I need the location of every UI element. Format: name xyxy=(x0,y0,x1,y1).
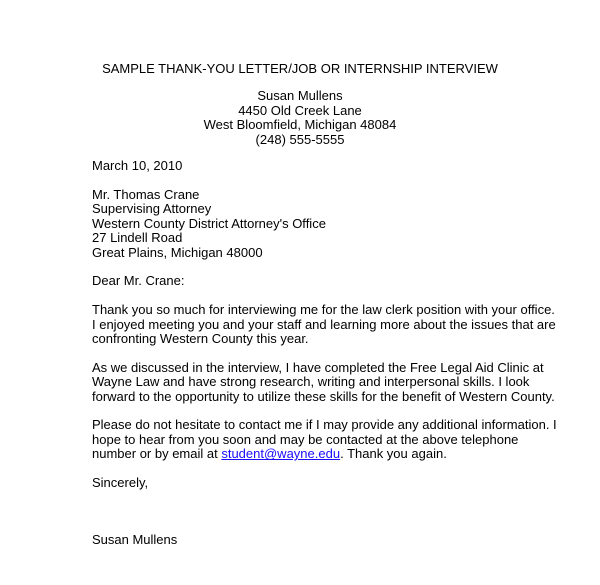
closing: Sincerely, xyxy=(92,475,149,491)
recipient-title: Supervising Attorney xyxy=(92,201,212,217)
paragraph-line: forward to the opportunity to utilize these skills for the benefit of Western County. xyxy=(92,388,555,404)
recipient-name: Mr. Thomas Crane xyxy=(92,186,200,202)
paragraph-line: Thank you so much for interviewing me for the law clerk position with your office. xyxy=(92,302,555,318)
email-link[interactable]: student@wayne.edu xyxy=(221,446,341,462)
recipient-organization: Western County District Attorney's Office xyxy=(92,215,326,231)
paragraph-line: Please do not hesitate to contact me if I may provide any additional information. I xyxy=(92,417,557,433)
paragraph-text: number or by email at xyxy=(92,446,222,462)
paragraph-line: confronting Western County this year. xyxy=(92,331,309,347)
recipient-address-block xyxy=(92,188,562,261)
paragraph-1 xyxy=(92,303,562,347)
sender-address-block xyxy=(0,89,600,147)
sender-street: 4450 Old Creek Lane xyxy=(238,102,362,118)
sender-name: Susan Mullens xyxy=(257,88,343,103)
paragraph-line: Wayne Law and have strong research, writing and interpersonal skills. I look xyxy=(92,374,530,390)
paragraph-3 xyxy=(92,418,562,462)
signature-name: Susan Mullens xyxy=(92,531,178,547)
letter-date: March 10, 2010 xyxy=(92,158,183,173)
letter-body xyxy=(92,159,562,547)
sender-city-state-zip: West Bloomfield, Michigan 48084 xyxy=(203,117,397,132)
paragraph-line: hope to hear from you soon and may be contacted at the above telephone xyxy=(92,431,519,447)
salutation: Dear Mr. Crane: xyxy=(92,273,185,289)
recipient-city-state-zip: Great Plains, Michigan 48000 xyxy=(92,244,263,260)
paragraph-line xyxy=(92,447,562,462)
paragraph-line: As we discussed in the interview, I have completed the Free Legal Aid Clinic at xyxy=(92,359,544,375)
paragraph-line: I enjoyed meeting you and your staff and learning more about the issues that are xyxy=(92,316,556,332)
document-title: SAMPLE THANK-YOU LETTER/JOB OR INTERNSHIP INTERVIEW xyxy=(102,61,498,76)
paragraph-text: . Thank you again. xyxy=(340,446,447,462)
recipient-street: 27 Lindell Road xyxy=(92,230,183,246)
sender-phone: (248) 555-5555 xyxy=(255,131,345,147)
paragraph-2 xyxy=(92,361,562,405)
